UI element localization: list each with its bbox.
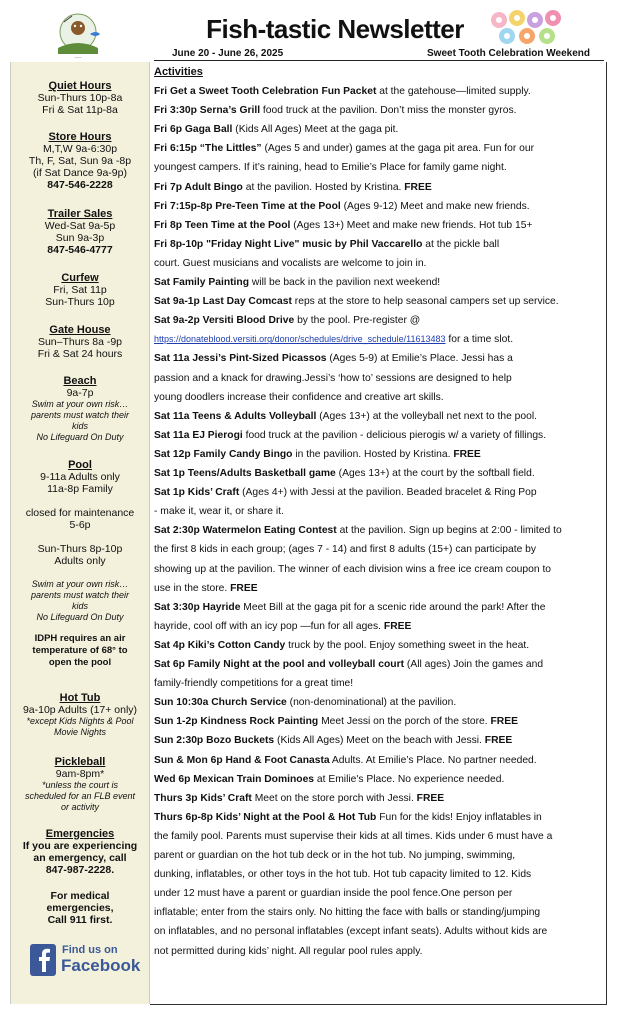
quiet-hours xyxy=(11,80,149,116)
activity-line xyxy=(154,502,600,521)
activity-text: parent or guardian on the hot tub deck or in the hot tub. No jumping, swimming, xyxy=(154,850,516,861)
activity-heading: Sat 12p Family Candy Bingo xyxy=(154,448,293,460)
activity-text: (Ages 9-12) Meet and make new friends. xyxy=(340,200,530,212)
activity-heading: Fri 7p Adult Bingo xyxy=(154,181,243,193)
activity-heading: Fri 8p-10p "Friday Night Live" music by Phil Vaccarello xyxy=(154,238,423,250)
gate-house xyxy=(11,324,149,360)
activity-line xyxy=(154,388,600,407)
activity-line xyxy=(154,216,600,235)
activity-line xyxy=(154,884,600,903)
activity-line xyxy=(154,579,600,598)
beach-line: 9a-7p xyxy=(66,387,94,399)
activity-line xyxy=(154,349,600,368)
activity-line xyxy=(154,598,600,617)
svg-text:~~~: ~~~ xyxy=(74,55,82,60)
activity-text: passion and a knack for drawing.Jessi’s ‘how to’ sessions are designed to help xyxy=(154,372,512,384)
gate-house-line: Fri & Sat 24 hours xyxy=(37,348,123,360)
pool-line: 9-11a Adults only xyxy=(40,471,120,483)
activity-text: at the gatehouse—limited supply. xyxy=(376,86,531,97)
store-hours-title: Store Hours xyxy=(48,131,112,143)
hot-tub xyxy=(11,692,149,738)
activity-line xyxy=(154,808,600,827)
header-divider xyxy=(154,60,604,61)
activity-heading: Sat 11a Jessi’s Pint-Sized Picassos xyxy=(154,353,327,365)
activity-line xyxy=(154,139,600,158)
activity-line xyxy=(154,120,600,139)
activity-text: use in the store. xyxy=(154,582,231,594)
activity-line xyxy=(154,770,600,789)
activity-text: (Kids All Ages) Meet on the beach with Jessi. xyxy=(274,735,485,747)
newsletter-header xyxy=(0,0,622,62)
activity-line xyxy=(154,254,600,273)
pool-note: Swim at your own risk… xyxy=(31,579,129,589)
activity-heading: Sat 2:30p Watermelon Eating Contest xyxy=(154,525,337,537)
activity-text: young doodlers increase their confidence and creative art skills. xyxy=(154,391,444,403)
activity-line xyxy=(154,540,600,559)
activity-text: at the pavilion. Sign up begins at 2:00 - limited to xyxy=(336,525,562,537)
activity-text: on inflatables, and no personal inflatables (except infant seats). Adults without kids are xyxy=(154,926,548,938)
activity-text: food truck at the pavilion. Don’t miss the monster gyros. xyxy=(260,105,517,117)
activity-line xyxy=(154,693,600,712)
pool-title: Pool xyxy=(68,459,92,471)
activity-line xyxy=(154,197,600,216)
activity-text: showing up at the pavilion. The winner of each division wins a free ice cream coupon to xyxy=(154,563,552,575)
pool-temp-note: IDPH requires an air xyxy=(34,633,126,644)
activity-heading: Fri 6p Gaga Ball xyxy=(154,124,233,136)
info-sidebar xyxy=(10,62,150,1004)
blood-drive-link[interactable]: https://donateblood.versiti.org/donor/schedules/drive_schedule/11613483 xyxy=(154,334,446,345)
activity-heading: Sat 1p Teens/Adults Basketball game xyxy=(154,468,336,479)
pickleball xyxy=(11,756,149,813)
activity-heading: Sat 1p Kids’ Craft xyxy=(154,487,240,499)
beach-note: parents must watch their xyxy=(30,410,130,420)
activity-line xyxy=(154,273,600,292)
activity-line xyxy=(154,922,600,941)
pool-note: No Lifeguard On Duty xyxy=(36,612,124,622)
pickleball-note: scheduled for an FLB event xyxy=(24,791,136,801)
activity-text: will be back in the pavilion next weekend! xyxy=(248,277,441,288)
activity-text: dunking, inflatables, or other toys in the hot tub. Hot tub capacity limited to 12. Kids xyxy=(154,869,532,881)
free-label: FREE xyxy=(484,735,513,747)
activity-heading: Thurs 6p-8p Kids’ Night at the Pool & Hot Tub xyxy=(154,811,377,823)
activity-line xyxy=(154,942,600,961)
activity-line xyxy=(154,712,600,731)
activity-text: Meet Jessi on the porch of the store. xyxy=(318,716,491,728)
activity-line xyxy=(154,369,600,388)
activity-text: Adults. At Emilie’s Place. No partner needed. xyxy=(329,754,537,766)
activity-text: youngest campers. If it’s raining, head to Emilie’s Place for family game night. xyxy=(154,162,507,174)
activity-heading: Sun & Mon 6p Hand & Foot Canasta xyxy=(154,754,330,766)
activity-text: reps at the store to help seasonal campers set up service. xyxy=(291,296,559,308)
store-hours-line: Th, F, Sat, Sun 9a -8p xyxy=(28,155,132,167)
activity-line xyxy=(154,827,600,846)
activity-text: - make it, wear it, or share it. xyxy=(154,506,284,518)
pool-temp-note: temperature of 68° to xyxy=(32,645,128,656)
quiet-hours-line: Fri & Sat 11p-8a xyxy=(42,104,118,116)
activity-text: (Ages 13+) at the court by the softball field. xyxy=(335,468,535,479)
curfew xyxy=(11,272,149,308)
curfew-line: Sun-Thurs 10p xyxy=(45,296,115,308)
activity-line xyxy=(154,407,600,426)
pickleball-title: Pickleball xyxy=(54,756,106,768)
activity-heading: Fri 6:15p “The Littles” xyxy=(154,143,262,155)
activity-line xyxy=(154,292,600,311)
activity-line xyxy=(154,311,600,330)
activity-line xyxy=(154,445,600,464)
emergency-line: If you are experiencing xyxy=(22,840,138,852)
weekend-theme: Sweet Tooth Celebration Weekend xyxy=(427,48,590,59)
activity-text: the first 8 kids in each group; (ages 7 - 14) and first 8 adults (15+) can participate by xyxy=(154,544,537,556)
pickleball-note: *unless the court is xyxy=(41,780,119,790)
gate-house-title: Gate House xyxy=(49,324,111,336)
activity-text: Meet Bill at the gaga pit for a scenic ride around the park! After the xyxy=(240,601,546,613)
activity-heading: Sat 6p Family Night at the pool and volleyball court xyxy=(154,659,405,670)
activity-line xyxy=(154,426,600,445)
activity-text: not permitted during kids’ night. All regular pool rules apply. xyxy=(154,945,423,957)
newsletter-title: Fish-tastic Newsletter xyxy=(206,14,464,44)
store-phone: 847-546-2228 xyxy=(47,179,113,191)
facebook-find-label: Find us on xyxy=(62,944,118,956)
activity-text: in the pavilion. Hosted by Kristina. xyxy=(292,448,454,460)
activity-line xyxy=(154,483,600,502)
activity-line xyxy=(154,464,600,483)
trailer-sales xyxy=(11,208,149,256)
activity-text: food truck at the pavilion - delicious pierogis w/ a variety of fillings. xyxy=(242,429,547,441)
activity-heading: Sun 2:30p Bozo Buckets xyxy=(154,735,275,747)
pool-line: 5-6p xyxy=(69,519,91,531)
activity-line xyxy=(154,789,600,808)
activity-heading: Sun 10:30a Church Service xyxy=(154,697,287,709)
activity-text: court. Guest musicians and vocalists are welcome to join in. xyxy=(154,257,427,269)
activity-text: (All ages) Join the games and xyxy=(404,659,544,670)
emergencies-title: Emergencies xyxy=(45,828,115,840)
activity-text: (Ages 5 and under) games at the gaga pit area. Fun for our xyxy=(261,143,535,155)
fish-camp-logo-icon xyxy=(50,10,106,60)
activity-heading: Sat 9a-1p Last Day Comcast xyxy=(154,296,292,308)
trailer-sales-line: Wed-Sat 9a-5p xyxy=(44,220,116,232)
activity-text: at the pickle ball xyxy=(422,238,500,250)
activity-line xyxy=(154,636,600,655)
activity-line xyxy=(154,846,600,865)
activity-line xyxy=(154,521,600,540)
activity-text: at Emilie's Place. No experience needed. xyxy=(314,773,505,785)
activities-title: Activities xyxy=(154,66,203,78)
trailer-sales-title: Trailer Sales xyxy=(47,208,113,220)
activity-text: the family pool. Parents must supervise their kids at all times. Kids under 6 must have a xyxy=(154,830,553,842)
activity-heading: Fri 7:15p-8p Pre-Teen Time at the Pool xyxy=(154,200,341,212)
activity-line xyxy=(154,101,600,120)
activity-line xyxy=(154,731,600,750)
hot-tub-line: 9a-10p Adults (17+ only) xyxy=(22,704,138,716)
activity-line xyxy=(154,560,600,579)
free-label: FREE xyxy=(404,181,432,193)
activity-text: family-friendly competitions for a great time! xyxy=(154,678,354,690)
pickleball-line: 9am-8pm* xyxy=(55,768,105,780)
activity-text: truck by the pool. Enjoy something sweet in the heat. xyxy=(285,639,530,651)
facebook-label: Facebook xyxy=(61,956,141,975)
activity-text: (Ages 5-9) at Emilie’s Place. Jessi has a xyxy=(326,353,513,365)
date-range: June 20 - June 26, 2025 xyxy=(172,48,284,59)
activity-line xyxy=(154,865,600,884)
medical-line: emergencies, xyxy=(46,902,114,914)
pool-note: parents must watch their xyxy=(30,590,130,600)
activity-text: (Kids All Ages) Meet at the gaga pit. xyxy=(232,124,399,136)
activity-heading: Sat 4p Kiki’s Cotton Candy xyxy=(154,639,286,651)
pickleball-note: or activity xyxy=(60,802,99,812)
activity-line xyxy=(154,82,600,101)
emergency-line: an emergency, call xyxy=(33,852,127,864)
free-label: FREE xyxy=(416,792,445,804)
activity-text: (Ages 13+) Meet and make new friends. Hot tub 15+ xyxy=(290,219,533,231)
pool-temp-note: open the pool xyxy=(48,657,112,668)
hot-tub-note: Movie Nights xyxy=(53,727,107,737)
activity-heading: Wed 6p Mexican Train Dominoes xyxy=(154,773,315,785)
activity-text: (Ages 4+) with Jessi at the pavilion. Beaded bracelet & Ring Pop xyxy=(239,487,537,499)
pool-note: kids xyxy=(71,601,88,611)
store-hours xyxy=(11,131,149,191)
activity-heading: Sat Family Painting xyxy=(154,277,249,288)
activity-text: under 12 must have a parent or guardian inside the pool fence.One person per xyxy=(154,888,513,900)
beach-title: Beach xyxy=(63,375,97,387)
activity-line xyxy=(154,674,600,693)
activity-text: for a time slot. xyxy=(445,334,514,346)
free-label: FREE xyxy=(230,582,258,594)
activity-text: (non-denominational) at the pavilion. xyxy=(286,697,457,709)
beach-note: No Lifeguard On Duty xyxy=(36,432,124,442)
curfew-title: Curfew xyxy=(61,272,99,284)
free-label: FREE xyxy=(490,716,518,728)
donuts-illustration-icon xyxy=(487,8,567,48)
quiet-hours-line: Sun-Thurs 10p-8a xyxy=(37,92,123,104)
free-label: FREE xyxy=(383,620,412,632)
activity-line xyxy=(154,235,600,254)
activity-heading: Sat 11a EJ Pierogi xyxy=(154,429,243,441)
beach xyxy=(11,375,149,443)
pool-line: 11a-8p Family xyxy=(47,483,113,495)
activity-heading: Thurs 3p Kids’ Craft xyxy=(154,792,252,804)
activity-heading: Fri 3:30p Serna’s Grill xyxy=(154,105,261,117)
activity-heading: Sun 1-2p Kindness Rock Painting xyxy=(154,716,319,728)
curfew-line: Fri, Sat 11p xyxy=(53,284,107,296)
free-label: FREE xyxy=(453,448,481,460)
activity-line xyxy=(154,330,600,349)
activity-text: at the pavilion. Hosted by Kristina. xyxy=(242,181,405,193)
hot-tub-note: *except Kids Nights & Pool xyxy=(26,716,134,726)
activity-text: by the pool. Pre-register @ xyxy=(294,315,421,327)
facebook-button[interactable] xyxy=(28,942,141,978)
activity-text: inflatable; enter from the stairs only. No hitting the face with balls or standing/jumping xyxy=(154,907,541,919)
hot-tub-title: Hot Tub xyxy=(59,692,101,704)
activity-text: Meet on the store porch with Jessi. xyxy=(251,792,417,804)
activity-heading: Sat 3:30p Hayride xyxy=(154,601,241,613)
activity-text: (Ages 13+) at the volleyball net next to the pool. xyxy=(316,410,537,422)
medical-line: Call 911 first. xyxy=(47,914,113,926)
pool-line: Sun-Thurs 8p-10p xyxy=(37,543,123,555)
pool-line: closed for maintenance xyxy=(25,507,135,519)
emergencies xyxy=(11,828,149,926)
activity-line xyxy=(154,617,600,636)
activity-heading: Sat 9a-2p Versiti Blood Drive xyxy=(154,315,295,327)
pool xyxy=(11,459,149,669)
beach-note: kids xyxy=(71,421,88,431)
activity-line xyxy=(154,655,600,674)
emergency-phone: 847-987-2228. xyxy=(45,864,115,876)
store-hours-line: (if Sat Dance 9a-9p) xyxy=(33,167,127,179)
activity-heading: Fri Get a Sweet Tooth Celebration Fun Packet xyxy=(154,86,377,97)
activity-line xyxy=(154,158,600,177)
quiet-hours-title: Quiet Hours xyxy=(48,80,112,92)
activity-text: Fun for the kids! Enjoy inflatables in xyxy=(376,811,542,823)
activity-heading: Fri 8p Teen Time at the Pool xyxy=(154,219,291,231)
beach-note: Swim at your own risk… xyxy=(31,399,129,409)
pool-line: Adults only xyxy=(54,555,106,567)
activity-text: hayride, cool off with an icy pop —fun for all ages. xyxy=(154,620,384,632)
activity-line xyxy=(154,751,600,770)
gate-house-line: Sun–Thurs 8a -9p xyxy=(37,336,123,348)
medical-line: For medical xyxy=(50,890,110,902)
activity-heading: Sat 11a Teens & Adults Volleyball xyxy=(154,410,317,422)
activity-line xyxy=(154,903,600,922)
trailer-sales-line: Sun 9a-3p xyxy=(55,232,105,244)
store-hours-line: M,T,W 9a-6:30p xyxy=(42,143,118,155)
activity-line xyxy=(154,178,600,197)
trailer-phone: 847-546-4777 xyxy=(47,244,113,256)
